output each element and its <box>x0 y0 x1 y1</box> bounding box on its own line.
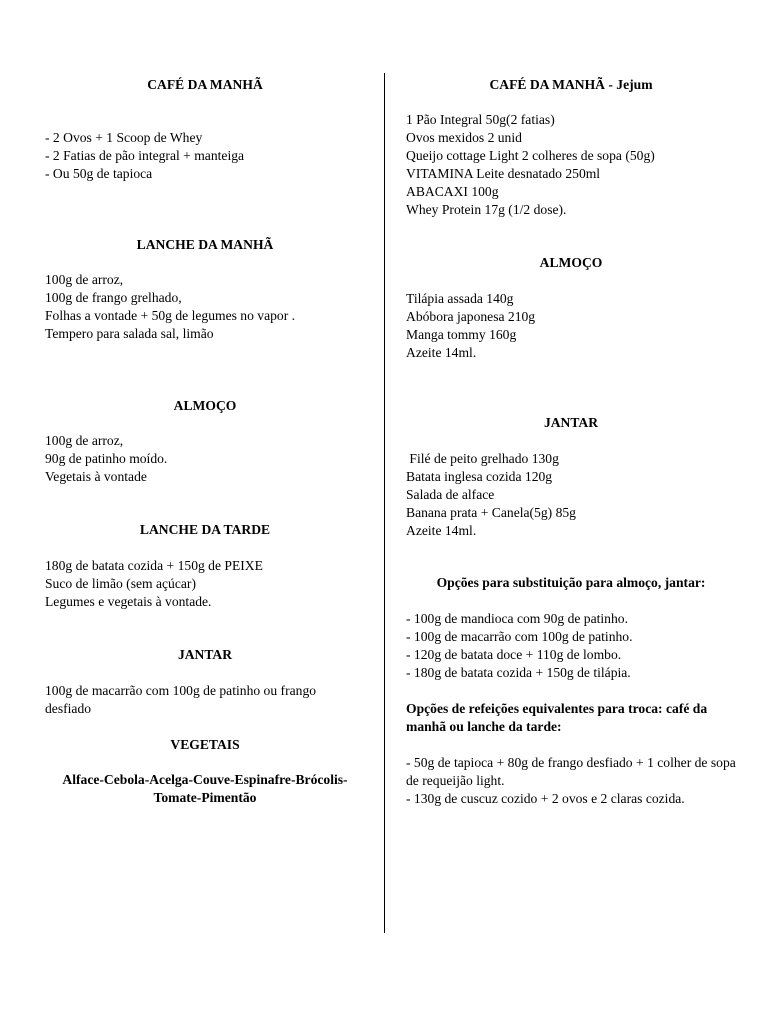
list-item: 100g de frango grelhado, <box>45 290 182 305</box>
list-item: Banana prata + Canela(5g) 85g <box>406 505 576 520</box>
list-item: Manga tommy 160g <box>406 327 517 342</box>
lanche-tarde-title: LANCHE DA TARDE <box>139 522 271 537</box>
list-item: Azeite 14ml. <box>406 523 477 538</box>
jantar-right-title: JANTAR <box>543 415 599 430</box>
list-item: Batata inglesa cozida 120g <box>406 469 553 484</box>
jantar-right-list <box>406 450 736 540</box>
substituicao-title: Opções para substituição para almoço, jantar: <box>436 575 706 590</box>
list-item: Salada de alface <box>406 487 495 502</box>
almoco-title: ALMOÇO <box>173 398 237 413</box>
list-item: - 50g de tapioca + 80g de frango desfiado + 1 colher de sopa de requeijão light. <box>406 755 736 788</box>
list-item: 100g de arroz, <box>45 433 124 448</box>
list-item: 1 Pão Integral 50g(2 fatias) <box>406 112 555 127</box>
lanche-tarde-list <box>45 557 365 611</box>
cafe-list <box>45 129 365 183</box>
list-item: Folhas a vontade + 50g de legumes no vapor . <box>45 308 296 323</box>
list-item: VITAMINA Leite desnatado 250ml <box>406 166 601 181</box>
jantar-title: JANTAR <box>177 647 233 662</box>
cafe-jejum-title: CAFÉ DA MANHÃ - Jejum <box>489 77 653 92</box>
vegetais-text: Alface-Cebola-Acelga-Couve-Espinafre-Brócolis-Tomate-Pimentão <box>62 772 348 805</box>
list-item: Abóbora japonesa 210g <box>406 309 536 324</box>
cafe-title: CAFÉ DA MANHÃ <box>147 77 263 92</box>
list-item: - 100g de mandioca com 90g de patinho. <box>406 611 628 626</box>
list-item: - 130g de cuscuz cozido + 2 ovos e 2 claras cozida. <box>406 791 685 806</box>
column-divider <box>384 73 385 933</box>
list-item: Tilápia assada 140g <box>406 291 514 306</box>
cafe-jejum-list <box>406 111 736 219</box>
list-item: - 2 Fatias de pão integral + manteiga <box>45 148 245 163</box>
list-item: Queijo cottage Light 2 colheres de sopa (50g) <box>406 148 655 163</box>
lanche-manha-list <box>45 271 365 343</box>
list-item: - 2 Ovos + 1 Scoop de Whey <box>45 130 203 145</box>
list-item: ABACAXI 100g <box>406 184 499 199</box>
lanche-manha-title: LANCHE DA MANHÃ <box>136 237 274 252</box>
almoco-right-title: ALMOÇO <box>539 255 603 270</box>
jantar-text <box>45 682 365 718</box>
list-item: Whey Protein 17g (1/2 dose). <box>406 202 567 217</box>
almoco-list <box>45 432 365 486</box>
jantar-description: 100g de macarrão com 100g de patinho ou frango desfiado <box>45 683 317 716</box>
list-item: Filé de peito grelhado 130g <box>406 451 559 466</box>
list-item: 100g de arroz, <box>45 272 124 287</box>
list-item: - 120g de batata doce + 110g de lombo. <box>406 647 622 662</box>
list-item: - 180g de batata cozida + 150g de tilápia. <box>406 665 631 680</box>
equivalentes-heading: Opções de refeições equivalentes para troca: café da manhã ou lanche da tarde: <box>406 701 708 734</box>
list-item: Suco de limão (sem açúcar) <box>45 576 196 591</box>
list-item: - 100g de macarrão com 100g de patinho. <box>406 629 633 644</box>
equivalentes-list <box>406 754 736 808</box>
list-item: - Ou 50g de tapioca <box>45 166 153 181</box>
almoco-right-list <box>406 290 736 362</box>
substituicao-list <box>406 610 736 682</box>
vegetais-title: VEGETAIS <box>170 737 240 752</box>
list-item: Ovos mexidos 2 unid <box>406 130 522 145</box>
vegetais-list <box>45 771 365 807</box>
list-item: Legumes e vegetais à vontade. <box>45 594 212 609</box>
list-item: Tempero para salada sal, limão <box>45 326 214 341</box>
list-item: Vegetais à vontade <box>45 469 147 484</box>
list-item: 180g de batata cozida + 150g de PEIXE <box>45 558 263 573</box>
list-item: 90g de patinho moído. <box>45 451 168 466</box>
equivalentes-title <box>406 700 736 736</box>
list-item: Azeite 14ml. <box>406 345 477 360</box>
